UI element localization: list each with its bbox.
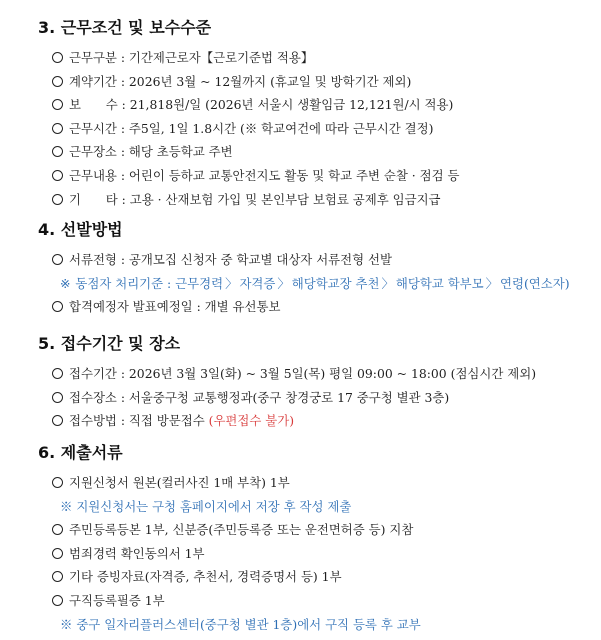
item-text: 보 수 : 21,818원/일 (2026년 서울시 생활임금 12,121원/시 적용) — [69, 97, 454, 113]
item-text: 근무내용 : 어린이 등하교 교통안전지도 활동 및 학교 주변 순찰 · 점검 등 — [69, 167, 460, 183]
list-item — [38, 93, 593, 117]
job-registration-note: ※ 중구 일자리플러스센터(중구청 별관 1층)에서 구직 등록 후 교부 — [60, 616, 421, 632]
list-item — [38, 386, 593, 410]
item-text: 구직등록필증 1부 — [69, 592, 165, 608]
note-step: 해당학교 학부모 — [395, 275, 484, 291]
hollow-circle-icon — [52, 301, 63, 312]
chevron-right-icon: 〉 — [485, 275, 499, 291]
item-text: 기 타 : 고용 · 산재보험 가입 및 본인부담 보험료 공제후 임금지급 — [69, 191, 441, 207]
note-step: 해당학교장 추천 — [291, 275, 380, 291]
list-item — [38, 140, 593, 164]
note-prefix: 동점자 처리기준 : — [75, 275, 176, 291]
note-step: 근무경력 — [175, 275, 224, 291]
chevron-right-icon: 〉 — [225, 275, 238, 291]
hollow-circle-icon — [52, 392, 63, 403]
hollow-circle-icon — [52, 368, 63, 379]
hollow-circle-icon — [52, 571, 63, 582]
note-step: 연령(연소자) — [500, 275, 570, 291]
hollow-circle-icon — [52, 595, 63, 606]
item-text: 서류전형 : 공개모집 신청자 중 학교별 대상자 서류전형 선발 — [69, 252, 392, 267]
chevron-right-icon: 〉 — [277, 275, 290, 291]
item-text: 접수방법 : 직접 방문접수 — [69, 413, 209, 429]
section-work-conditions — [38, 18, 593, 211]
section-title: 6. 제출서류 — [38, 443, 123, 462]
section-required-documents — [38, 443, 593, 636]
hollow-circle-icon — [52, 548, 63, 559]
list-item — [38, 295, 593, 319]
list-item — [38, 589, 593, 613]
warning-text: (우편접수 불가) — [208, 413, 295, 429]
list-item — [38, 46, 593, 70]
hollow-circle-icon — [52, 99, 63, 110]
hollow-circle-icon — [52, 194, 63, 205]
item-text: 주민등록등본 1부, 신분증(주민등록증 또는 운전면허증 등) 지참 — [69, 522, 414, 538]
list-item — [38, 70, 593, 94]
hollow-circle-icon — [52, 146, 63, 157]
list-item — [38, 164, 593, 188]
list-item — [38, 362, 593, 386]
list-item — [38, 565, 593, 589]
tiebreak-note — [38, 272, 593, 296]
hollow-circle-icon — [52, 52, 63, 63]
item-text: 계약기간 : 2026년 3월 ~ 12월까지 (휴교일 및 방학기간 제외) — [69, 73, 412, 89]
item-text: 접수장소 : 서울중구청 교통행정과(중구 창경궁로 17 중구청 별관 3층) — [69, 389, 450, 405]
list-item — [38, 248, 593, 272]
section-application-period — [38, 334, 593, 433]
list-item — [38, 409, 593, 433]
list-item — [38, 542, 593, 566]
chevron-right-icon: 〉 — [381, 275, 394, 291]
item-text: 합격예정자 발표예정일 : 개별 유선통보 — [69, 299, 281, 315]
list-item — [38, 471, 593, 495]
item-text: 접수기간 : 2026년 3월 3일(화) ~ 3월 5일(목) 평일 09:00 ~ 18:00 (점심시간 제외) — [69, 366, 537, 381]
hollow-circle-icon — [52, 123, 63, 134]
item-text: 근무장소 : 해당 초등학교 주변 — [69, 144, 233, 160]
hollow-circle-icon — [52, 254, 63, 265]
hollow-circle-icon — [52, 415, 63, 426]
item-text: 근무구분 : 기간제근로자【근로기준법 적용】 — [69, 50, 314, 65]
item-text: 기타 증빙자료(자격증, 추천서, 경력증명서 등) 1부 — [69, 569, 342, 585]
item-text: 지원신청서 원본(컬러사진 1매 부착) 1부 — [69, 475, 290, 490]
hollow-circle-icon — [52, 477, 63, 488]
hollow-circle-icon — [52, 170, 63, 181]
section-title: 4. 선발방법 — [38, 220, 123, 239]
section-title: 3. 근무조건 및 보수수준 — [38, 18, 212, 37]
list-item — [38, 188, 593, 212]
hollow-circle-icon — [52, 76, 63, 87]
hollow-circle-icon — [52, 524, 63, 535]
list-item — [38, 117, 593, 141]
note-step: 자격증 — [239, 275, 276, 291]
list-item — [38, 518, 593, 542]
item-text: 근무시간 : 주5일, 1일 1.8시간 (※ 학교여건에 따라 근무시간 결정) — [69, 120, 434, 136]
item-text: 범죄경력 확인동의서 1부 — [69, 545, 205, 561]
application-note: ※ 지원신청서는 구청 홈페이지에서 저장 후 작성 제출 — [60, 498, 352, 514]
note-mark: ※ — [60, 275, 71, 291]
section-title: 5. 접수기간 및 장소 — [38, 334, 181, 353]
section-selection-method — [38, 220, 593, 319]
